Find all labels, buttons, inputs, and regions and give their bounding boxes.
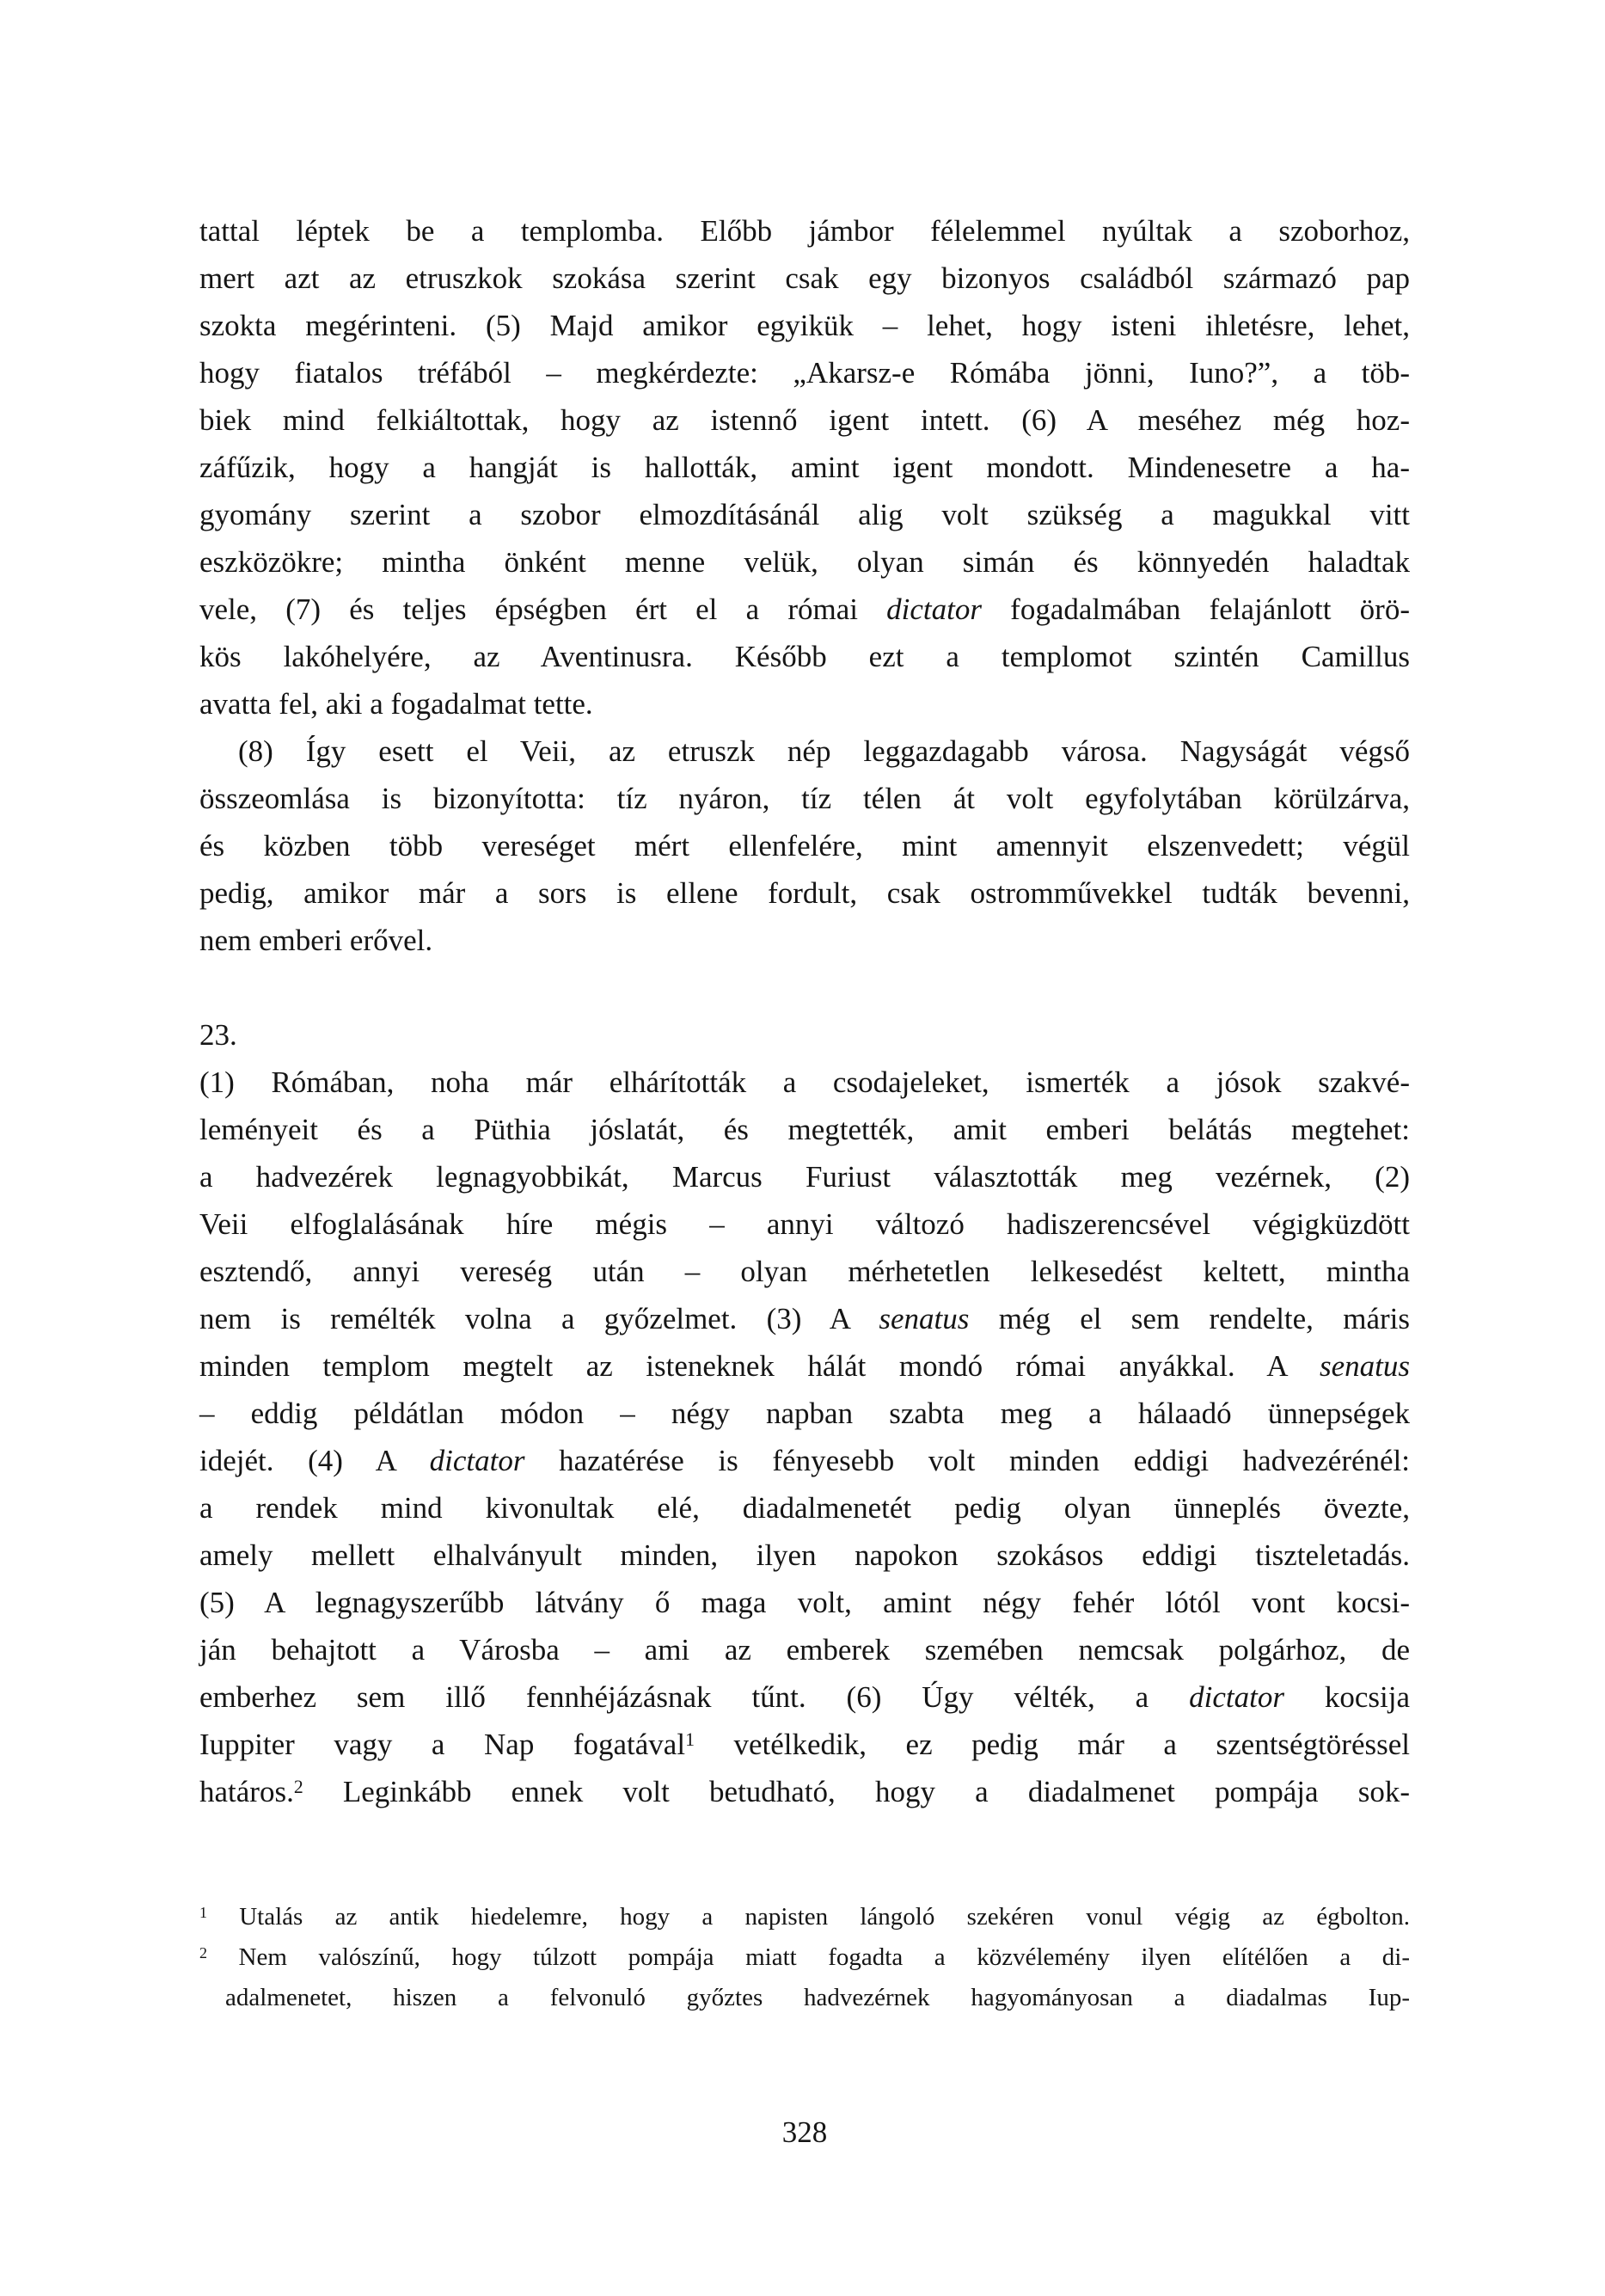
footnote-1 xyxy=(199,1897,1410,1937)
text-line xyxy=(199,917,1410,964)
italic-term-dictator: dictator xyxy=(1189,1680,1284,1714)
text-line xyxy=(199,255,1410,302)
text-run: nem is remélték volna a győzelmet. (3) A xyxy=(199,1302,879,1335)
text-run: (5) A legnagyszerűbb látvány ő maga volt, amint négy fehér lótól vont kocsi- xyxy=(199,1586,1410,1619)
text-run: kös lakóhelyére, az Aventinusra. Később ezt a templomot szintén Camillus xyxy=(199,640,1410,673)
text-line xyxy=(199,1532,1410,1579)
text-run: emberhez sem illő fennhéjázásnak tűnt. (6) Úgy vélték, a xyxy=(199,1680,1190,1714)
text-line xyxy=(199,302,1410,349)
text-run: hazatérése is fényesebb volt minden eddigi hadvezérénél: xyxy=(524,1444,1410,1477)
footnote-marker-2: 2 xyxy=(199,1943,207,1961)
text-run: vele, (7) és teljes épségben ért el a római xyxy=(199,592,887,626)
paragraph-8 xyxy=(199,727,1410,964)
text-run: 23. xyxy=(199,1018,237,1052)
text-run: ján behajtott a Városba – ami az emberek szemében nemcsak polgárhoz, de xyxy=(199,1633,1410,1667)
text-run: biek mind felkiáltottak, hogy az istennő igent intett. (6) A meséhez még hoz- xyxy=(199,403,1410,437)
text-run: pedig, amikor már a sors is ellene fordult, csak ostromművekkel tudták bevenni, xyxy=(199,876,1410,910)
text-line xyxy=(199,1721,1410,1768)
text-line xyxy=(199,1295,1410,1342)
footnote-ref-2: 2 xyxy=(293,1777,303,1798)
text-line xyxy=(199,1106,1410,1153)
paragraph-continuation xyxy=(199,207,1410,727)
text-run: hogy fiatalos tréfából – megkérdezte: „Akarsz-e Rómába jönni, Iuno?”, a töb- xyxy=(199,356,1410,390)
text-line xyxy=(199,1768,1410,1815)
text-run: – eddig példátlan módon – négy napban szabta meg a hálaadó ünnepségek xyxy=(199,1397,1410,1430)
text-line xyxy=(199,1937,1410,1978)
text-run: amely mellett elhalványult minden, ilyen napokon szokásos eddigi tiszteletadás. xyxy=(199,1538,1410,1572)
text-line xyxy=(199,1437,1410,1484)
text-run: fogadalmában felajánlott örö- xyxy=(981,592,1410,626)
text-line xyxy=(199,1673,1410,1721)
italic-term-senatus: senatus xyxy=(1320,1349,1410,1383)
text-line xyxy=(199,207,1410,255)
text-run: (8) Így esett el Veii, az etruszk nép leggazdagabb városa. Nagyságát végső xyxy=(238,734,1410,768)
text-run: esztendő, annyi vereség után – olyan mérhetetlen lelkesedést keltett, mintha xyxy=(199,1255,1410,1288)
text-block xyxy=(199,207,1410,1815)
text-line xyxy=(199,1484,1410,1532)
text-line xyxy=(199,869,1410,917)
text-run: összeomlása is bizonyította: tíz nyáron, tíz télen át volt egyfolytában körülzárva, xyxy=(199,782,1410,815)
text-run: a hadvezérek legnagyobbikát, Marcus Furiust választották meg vezérnek, (2) xyxy=(199,1160,1410,1194)
text-line xyxy=(199,586,1410,633)
text-line xyxy=(199,444,1410,491)
text-run: szokta megérinteni. (5) Majd amikor egyikük – lehet, hogy isteni ihletésre, lehet, xyxy=(199,309,1410,342)
text-run: mert azt az etruszkok szokása szerint csak egy bizonyos családból származó pap xyxy=(199,261,1410,295)
text-run: és közben több vereséget mért ellenfelére, mint amennyit elszenvedett; végül xyxy=(199,829,1410,863)
italic-term-dictator: dictator xyxy=(886,592,982,626)
text-line xyxy=(199,1579,1410,1626)
text-run: Nem valószínű, hogy túlzott pompája miatt fogadta a közvélemény ilyen elítélően a di- xyxy=(206,1943,1410,1971)
text-run: a rendek mind kivonultak elé, diadalmenetét pedig olyan ünneplés övezte, xyxy=(199,1491,1410,1525)
text-line xyxy=(199,1897,1410,1937)
text-run: még el sem rendelte, máris xyxy=(969,1302,1410,1335)
footnote-ref-1: 1 xyxy=(685,1729,695,1751)
text-line xyxy=(199,1200,1410,1248)
text-line xyxy=(199,1390,1410,1437)
text-run: tattal léptek be a templomba. Előbb jámbor félelemmel nyúltak a szoborhoz, xyxy=(199,214,1410,248)
text-line xyxy=(199,1153,1410,1200)
text-line xyxy=(199,1626,1410,1673)
text-line xyxy=(199,727,1410,775)
text-line xyxy=(199,396,1410,444)
italic-term-senatus: senatus xyxy=(879,1302,970,1335)
text-run: leményeit és a Püthia jóslatát, és megtették, amit emberi belátás megtehet: xyxy=(199,1113,1410,1146)
text-run: záfűzik, hogy a hangját is hallották, amint igent mondott. Mindenesetre a ha- xyxy=(199,451,1410,484)
text-run: határos. xyxy=(199,1775,294,1808)
text-run: nem emberi erővel. xyxy=(199,924,433,957)
paragraph-23-1 xyxy=(199,1059,1410,1815)
text-line xyxy=(199,822,1410,869)
text-run: vetélkedik, ez pedig már a szentségtöréssel xyxy=(694,1728,1410,1761)
text-line xyxy=(199,1248,1410,1295)
text-run: Utalás az antik hiedelemre, hogy a napisten lángoló szekéren vonul végig az égbolton. xyxy=(206,1903,1410,1931)
text-run: Iuppiter vagy a Nap fogatával xyxy=(199,1728,686,1761)
text-run: (1) Rómában, noha már elhárították a csodajeleket, ismerték a jósok szakvé- xyxy=(199,1065,1410,1099)
text-run: idejét. (4) A xyxy=(199,1444,430,1477)
page-number: 328 xyxy=(781,2115,828,2149)
text-line xyxy=(199,1342,1410,1390)
footnote-marker-1: 1 xyxy=(199,1903,207,1921)
text-line xyxy=(199,491,1410,538)
text-line xyxy=(199,633,1410,680)
chapter-heading-23 xyxy=(199,1011,1410,1059)
text-run: gyomány szerint a szobor elmozdításánál alig volt szükség a magukkal vitt xyxy=(199,498,1410,531)
text-line xyxy=(199,1059,1410,1106)
text-line xyxy=(199,1011,1410,1059)
footnotes xyxy=(199,1897,1410,2018)
text-line xyxy=(199,1978,1410,2018)
text-run: eszközökre; mintha önként menne velük, olyan simán és könnyedén haladtak xyxy=(199,545,1410,579)
text-line xyxy=(199,349,1410,396)
text-run: Veii elfoglalásának híre mégis – annyi változó hadiszerencsével végigküzdött xyxy=(199,1207,1410,1241)
text-run: avatta fel, aki a fogadalmat tette. xyxy=(199,687,593,721)
text-run: kocsija xyxy=(1283,1680,1410,1714)
text-run: adalmenetet, hiszen a felvonuló győztes hadvezérnek hagyományosan a diadalmas Iup- xyxy=(225,1984,1410,2011)
text-line xyxy=(199,538,1410,586)
text-line xyxy=(199,775,1410,822)
italic-term-dictator: dictator xyxy=(429,1444,525,1477)
text-line xyxy=(199,680,1410,727)
footnote-2 xyxy=(199,1937,1410,2018)
text-run: minden templom megtelt az isteneknek hálát mondó római anyákkal. A xyxy=(199,1349,1320,1383)
text-run: Leginkább ennek volt betudható, hogy a diadalmenet pompája sok- xyxy=(303,1775,1410,1808)
